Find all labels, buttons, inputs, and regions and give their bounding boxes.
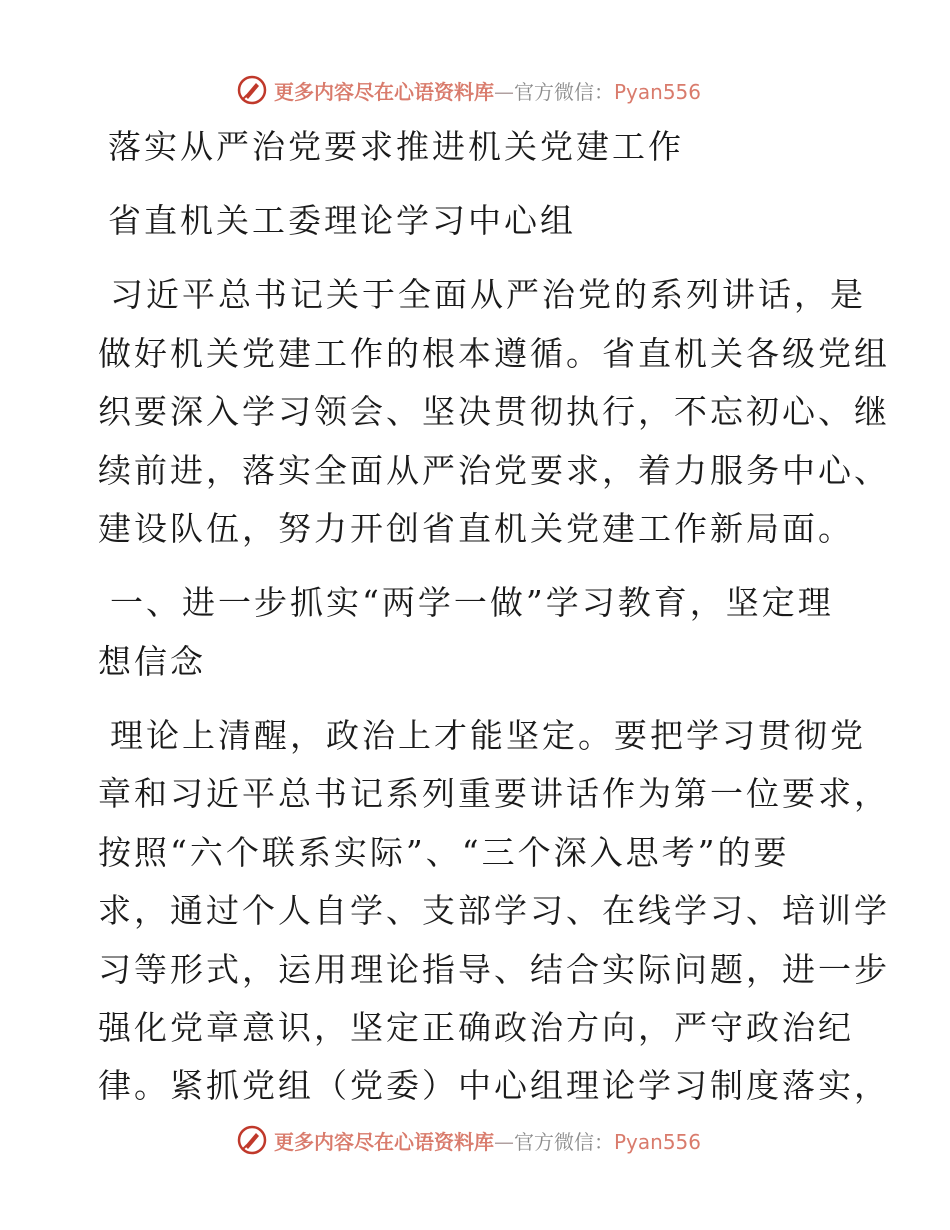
paragraph-2-line: 按照“六个联系实际”、“三个深入思考”的要 — [98, 833, 790, 872]
watermark-wechat-id: Pyan556 — [614, 1129, 702, 1154]
document-title: 落实从严治党要求推进机关党建工作 — [108, 127, 684, 166]
watermark-banner-top — [236, 72, 701, 108]
document-author: 省直机关工委理论学习中心组 — [108, 201, 576, 240]
section-heading-line: 想信念 — [98, 642, 206, 681]
paragraph-1-line: 续前进，落实全面从严治党要求，着力服务中心、 — [98, 451, 890, 490]
paragraph-2-line: 求，通过个人自学、支部学习、在线学习、培训学 — [98, 891, 890, 930]
paragraph-1-line: 建设队伍，努力开创省直机关党建工作新局面。 — [98, 509, 854, 548]
watermark-text — [274, 76, 701, 105]
section-heading-line: 一、进一步抓实“两学一做”学习教育，坚定理 — [110, 583, 834, 622]
watermark-banner-bottom — [236, 1122, 701, 1158]
watermark-title: 更多内容尽在心语资料库 — [274, 79, 494, 104]
paragraph-1-line: 习近平总书记关于全面从严治党的系列讲话，是 — [110, 275, 866, 314]
paragraph-2-line: 强化党章意识，坚定正确政治方向，严守政治纪 — [98, 1008, 854, 1047]
watermark-official-label: 官方微信： — [514, 1129, 614, 1154]
paragraph-2-line: 律。紧抓党组（党委）中心组理论学习制度落实， — [98, 1066, 890, 1105]
watermark-dash: — — [494, 79, 514, 104]
paragraph-2-line: 习等形式，运用理论指导、结合实际问题，进一步 — [98, 950, 890, 989]
watermark-wechat-id: Pyan556 — [614, 79, 702, 104]
watermark-title: 更多内容尽在心语资料库 — [274, 1129, 494, 1154]
quill-logo-icon — [236, 74, 268, 106]
watermark-official-label: 官方微信： — [514, 79, 614, 104]
paragraph-1-line: 做好机关党建工作的根本遵循。省直机关各级党组 — [98, 334, 890, 373]
watermark-dash: — — [494, 1129, 514, 1154]
watermark-text — [274, 1126, 701, 1155]
paragraph-2-line: 理论上清醒，政治上才能坚定。要把学习贯彻党 — [110, 716, 866, 755]
quill-logo-icon — [236, 1124, 268, 1156]
paragraph-1-line: 织要深入学习领会、坚决贯彻执行，不忘初心、继 — [98, 392, 890, 431]
paragraph-2-line: 章和习近平总书记系列重要讲话作为第一位要求， — [98, 774, 890, 813]
